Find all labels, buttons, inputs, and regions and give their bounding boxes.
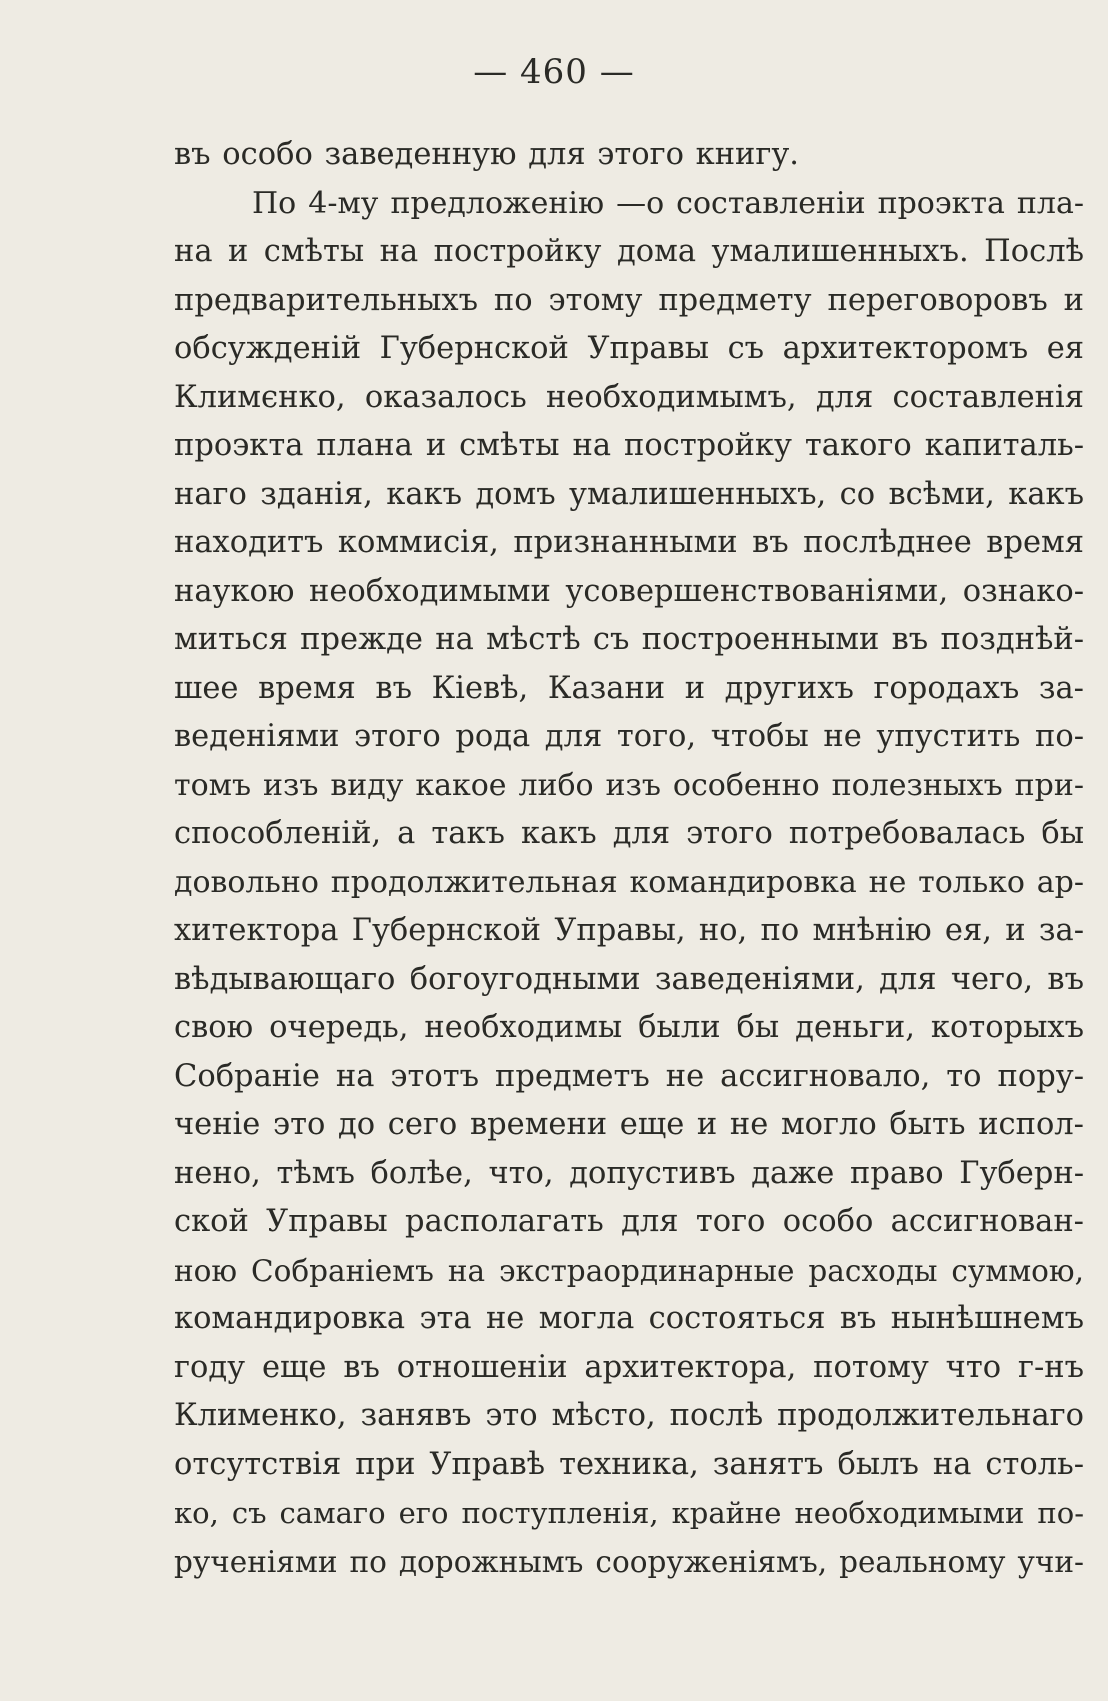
text-line: По 4-му предложенію —о составленіи проэкта пла- [252, 185, 1084, 221]
text-line: командировка эта не могла состояться въ нынѣшнемъ [174, 1301, 1084, 1336]
text-line: въ особо заведенную для этого книгу. [174, 137, 800, 172]
text-line: шее время въ Кіевѣ, Казани и другихъ городахъ за- [174, 670, 1084, 706]
text-line: томъ изъ виду какое либо изъ особенно полезныхъ при- [174, 767, 1084, 803]
text-line: на и смѣты на постройку дома умалишенныхъ. Послѣ [174, 234, 1084, 269]
text-line: ко, съ самаго его поступленія, крайне необходимыми по- [174, 1496, 1084, 1530]
text-line: ченіе это до сего времени еще и не могло быть испол- [174, 1107, 1084, 1142]
text-line: довольно продолжительная командировка не только ар- [174, 864, 1084, 900]
text-line: отсутствія при Управѣ техника, занятъ былъ на столь- [174, 1446, 1084, 1482]
text-line: находитъ коммисія, признанными въ послѣднее время [174, 525, 1084, 560]
text-line: способленій, а такъ какъ для этого потребовалась бы [174, 816, 1084, 851]
text-line: обсужденій Губернской Управы съ архитекторомъ ея [174, 331, 1084, 366]
text-line: Собраніе на этотъ предметъ не ассигновало, то пору- [174, 1058, 1084, 1094]
text-line: Климєнко, оказалось необходимымъ, для составленія [174, 379, 1084, 415]
text-line: наго зданія, какъ домъ умалишенныхъ, со всѣми, какъ [174, 476, 1084, 512]
text-line: миться прежде на мѣстѣ съ построенными въ позднѣй- [174, 622, 1084, 657]
text-line: вѣдывающаго богоугодными заведеніями, для чего, въ [174, 961, 1084, 997]
text-line: нено, тѣмъ болѣе, что, допустивъ даже право Губерн- [174, 1155, 1084, 1191]
text-line: рученіями по дорожнымъ сооруженіямъ, реальному учи- [174, 1544, 1084, 1579]
text-line: году еще въ отношеніи архитектора, потому что г-нъ [174, 1349, 1084, 1385]
text-line: предварительныхъ по этому предмету переговоровъ и [174, 282, 1084, 318]
page-number: — 460 — [473, 52, 635, 92]
text-line: наукою необходимыми усовершенствованіями, ознако- [174, 573, 1084, 609]
text-line: Клименко, занявъ это мѣсто, послѣ продолжительнаго [174, 1398, 1084, 1433]
body-text [174, 131, 1084, 1586]
text-line: проэкта плана и смѣты на постройку такого капиталь- [174, 428, 1084, 463]
text-line: хитектора Губернской Управы, но, по мнѣнію ея, и за- [174, 913, 1084, 948]
text-line: ною Собраніемъ на экстраординарные расходы суммою, [174, 1253, 1084, 1288]
text-line: свою очередь, необходимы были бы деньги, которыхъ [174, 1010, 1084, 1045]
text-line: ской Управы располагать для того особо ассигнован- [174, 1204, 1084, 1239]
text-line: веденіями этого рода для того, чтобы не упустить по- [174, 719, 1084, 754]
